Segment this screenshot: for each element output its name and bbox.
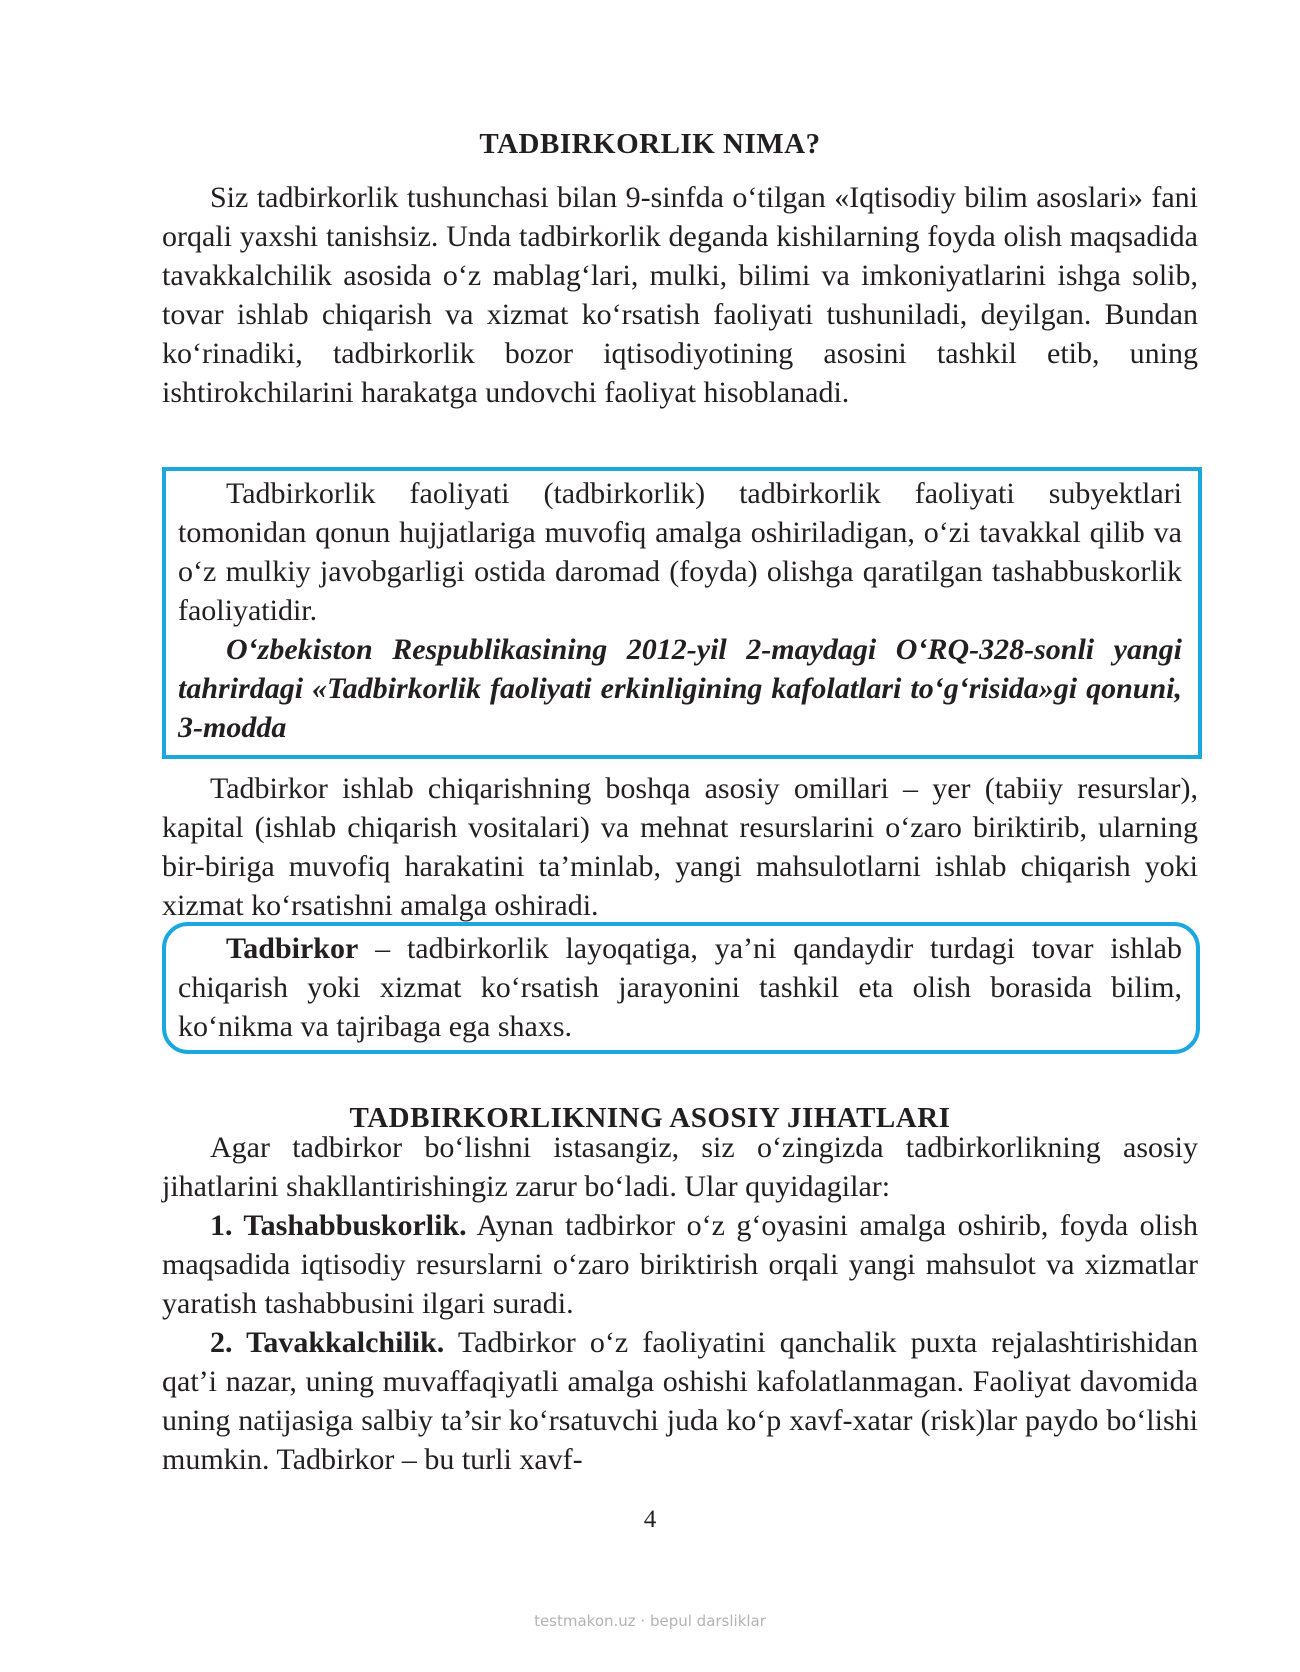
aspect-text: Aynan tadbirkor o‘z g‘oyasini amalga oshirib, foyda olish maqsadida iqtisodiy resurslarni o‘zaro biriktirish orqali yangi mahsulot va xizmatlar yaratish tashabbusini ilgari suradi.: [162, 1209, 1198, 1320]
aspect-title: 1. Tashabbuskorlik.: [210, 1209, 467, 1242]
page-number: 4: [643, 1506, 657, 1533]
section-heading-2: TADBIRKORLIKNING ASOSIY JIHATLARI: [349, 1102, 951, 1134]
law-source-citation: O‘zbekiston Respublikasining 2012-yil 2-maydagi O‘RQ-328-sonli yangi tahrirdagi «Tadbirkorlik faoliyati erkinligining kafolatlari to‘g‘risida»gi qonuni, 3-modda: [178, 633, 1182, 744]
watermark: testmakon.uz · bepul darsliklar: [534, 1612, 766, 1630]
section-heading: TADBIRKORLIK NIMA?: [479, 128, 821, 160]
entrepreneur-paragraph: Tadbirkor ishlab chiqarishning boshqa asosiy omillari – yer (tabiiy resurslar), kapital (ishlab chiqarish vositalari) va mehnat resurslarini o‘zaro biriktirib, ularning bir-biriga muvofiq harakatini ta’minlab, yangi mahsulotlarni ishlab chiqarish yoki xizmat ko‘rsatishni amalga oshiradi.: [162, 772, 1198, 922]
aspects-intro-paragraph: Agar tadbirkor bo‘lishni istasangiz, siz o‘zingizda tadbirkorlikning asosiy jihatlarini shakllantirishingiz zarur bo‘ladi. Ular quyidagilar:: [162, 1131, 1198, 1203]
intro-paragraph: Siz tadbirkorlik tushunchasi bilan 9-sinfda o‘tilgan «Iqtisodiy bilim asoslari» fani orqali yaxshi tanishsiz. Unda tadbirkorlik deganda kishilarning foyda olish maqsadida tavakkalchilik asosida o‘z mablag‘lari, mulki, bilimi va imkoniyatlarini ishga solib, tovar ishlab chiqarish va xizmat ko‘rsatish faoliyati tushuniladi, deyilgan. Bundan ko‘rinadiki, tadbirkorlik bozor iqtisodiyotining asosini tashkil etib, uning ishtirokchilarini harakatga undovchi faoliyat hisoblanadi.: [162, 181, 1198, 409]
law-definition-text: Tadbirkorlik faoliyati (tadbirkorlik) tadbirkorlik faoliyati subyektlari tomonidan qonun hujjatlariga muvofiq amalga oshiriladigan, o‘zi tavakkal qilib va o‘z mulkiy javobgarligi ostida daromad (foyda) olishga qaratilgan tashabbuskorlik faoliyatidir.: [178, 477, 1182, 627]
term-definition-text: – tadbirkorlik layoqatiga, ya’ni qandaydir turdagi tovar ishlab chiqarish yoki xizmat ko‘rsatish jarayonini tashkil eta olish borasida bilim, ko‘nikma va tajribaga ega shaxs.: [178, 932, 1182, 1043]
aspect-title: 2. Tavakkalchilik.: [210, 1326, 445, 1359]
term-definition: [178, 929, 1182, 1046]
term-word: Tadbirkor: [226, 932, 359, 965]
aspect-item-initiative: [162, 1206, 1198, 1323]
aspect-text: Tadbirkor o‘z faoliyatini qanchalik puxta rejalashtirishidan qat’i nazar, uning muvaffaqiyatli amalga oshishi kafolatlanmagan. Faoliyat davomida uning natijasiga salbiy ta’sir ko‘rsatuvchi juda ko‘p xavf-xatar (risk)lar paydo bo‘lishi mumkin. Tadbirkor – bu turli xavf-: [162, 1326, 1198, 1476]
aspect-item-risk: [162, 1323, 1198, 1479]
